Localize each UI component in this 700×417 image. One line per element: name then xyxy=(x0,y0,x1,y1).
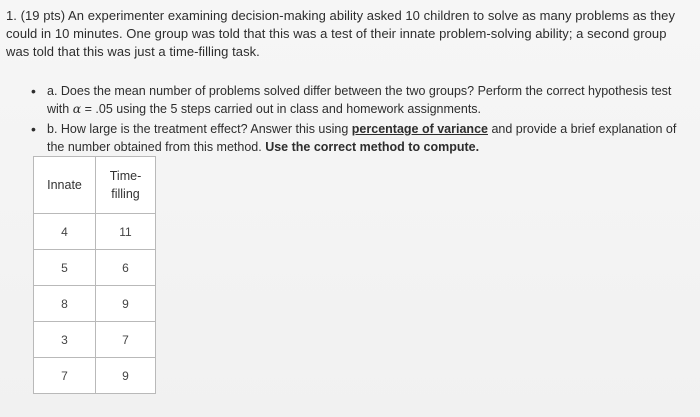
table-row xyxy=(34,322,156,358)
question-line-1-text: An experimenter examining decision-making ability asked 10 children to solve as many problems as they xyxy=(65,8,676,23)
part-b xyxy=(33,120,693,156)
cell-innate: 7 xyxy=(34,358,96,394)
cell-innate: 4 xyxy=(34,214,96,250)
part-b-line-2-prefix: the number obtained from this method. xyxy=(47,140,266,154)
question-line-3: was told that this was just a time-filling task. xyxy=(6,44,260,59)
part-b-line-2 xyxy=(47,138,693,156)
question-parts-list xyxy=(33,82,693,158)
question-line-2: could in 10 minutes. One group was told that this was a test of their innate problem-solving ability; a second group xyxy=(6,26,667,41)
part-a-line-2 xyxy=(47,100,693,118)
table-row xyxy=(34,214,156,250)
table-row xyxy=(34,358,156,394)
part-b-line-1 xyxy=(47,120,693,138)
column-header-time-filling: Time- filling xyxy=(96,157,156,214)
cell-innate: 3 xyxy=(34,322,96,358)
cell-innate: 5 xyxy=(34,250,96,286)
question-text xyxy=(6,7,692,61)
part-a-line-2-suffix: = .05 using the 5 steps carried out in class and homework assignments. xyxy=(81,102,482,116)
part-a-line-1: • a. Does the mean number of problems solved differ between the two groups? Perform the correct hypothesis test xyxy=(47,84,672,98)
cell-time-filling: 11 xyxy=(96,214,156,250)
table-header-row xyxy=(34,157,156,214)
percentage-of-variance-term: percentage of variance xyxy=(351,122,488,136)
alpha-symbol: α xyxy=(72,101,82,116)
cell-time-filling: 7 xyxy=(96,322,156,358)
part-b-line-1-prefix: b. How large is the treatment effect? Answer this using xyxy=(47,122,352,136)
table-row xyxy=(34,250,156,286)
part-a-line-2-prefix: with xyxy=(47,102,73,116)
cell-time-filling: 9 xyxy=(96,286,156,322)
part-a xyxy=(33,82,693,118)
question-points: (19 pts) xyxy=(20,8,66,23)
question-line-1 xyxy=(6,7,692,25)
part-b-instruction: Use the correct method to compute. xyxy=(265,140,480,154)
cell-innate: 8 xyxy=(34,286,96,322)
part-b-line-1-suffix: and provide a brief explanation of xyxy=(487,122,677,136)
table-row xyxy=(34,286,156,322)
data-table xyxy=(33,156,156,394)
cell-time-filling: 9 xyxy=(96,358,156,394)
question-number: 1. xyxy=(6,8,17,23)
column-header-innate: Innate xyxy=(34,157,96,214)
cell-time-filling: 6 xyxy=(96,250,156,286)
